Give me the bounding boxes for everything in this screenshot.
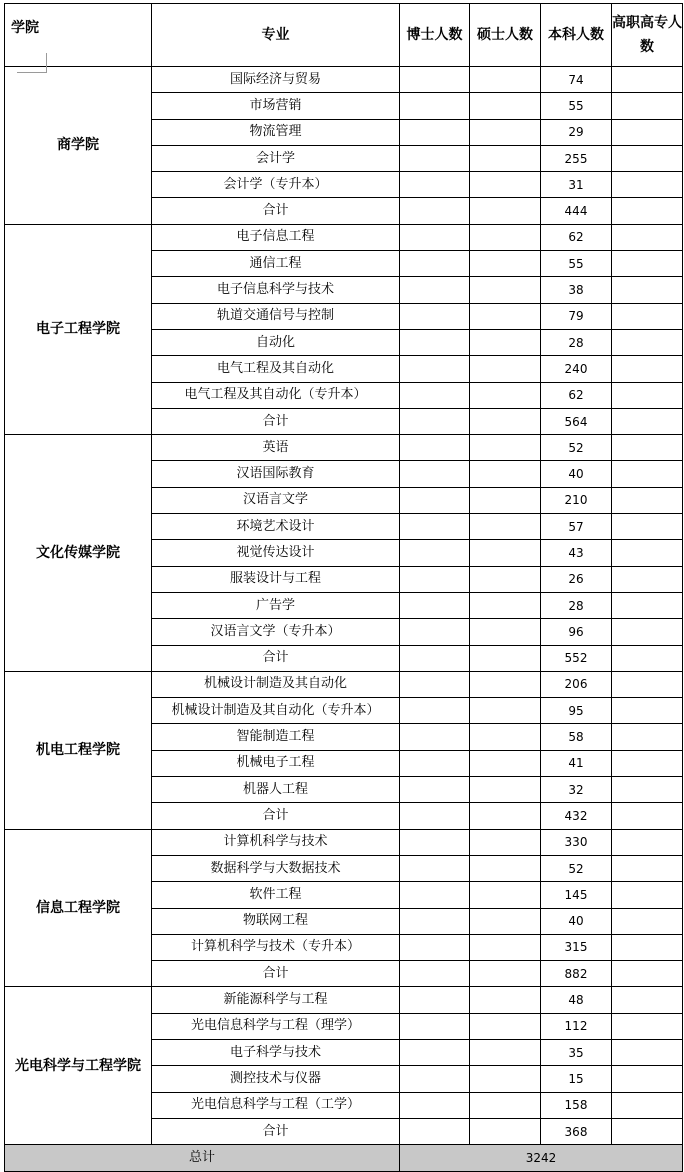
vocational-cell	[612, 277, 683, 303]
grand-total-value: 3242	[400, 1145, 683, 1172]
vocational-cell	[612, 1118, 683, 1144]
phd-cell	[400, 435, 470, 461]
phd-cell	[400, 224, 470, 250]
vocational-cell	[612, 566, 683, 592]
phd-cell	[400, 67, 470, 93]
major-cell: 智能制造工程	[152, 724, 400, 750]
vocational-cell	[612, 698, 683, 724]
bachelor-cell: 62	[541, 382, 612, 408]
master-cell	[470, 1118, 541, 1144]
major-cell: 视觉传达设计	[152, 540, 400, 566]
major-cell: 机械设计制造及其自动化（专升本）	[152, 698, 400, 724]
vocational-cell	[612, 198, 683, 224]
phd-cell	[400, 619, 470, 645]
phd-cell	[400, 461, 470, 487]
vocational-cell	[612, 172, 683, 198]
bachelor-cell: 432	[541, 803, 612, 829]
master-cell	[470, 67, 541, 93]
phd-cell	[400, 1013, 470, 1039]
phd-cell	[400, 855, 470, 881]
bachelor-cell: 96	[541, 619, 612, 645]
vocational-cell	[612, 93, 683, 119]
vocational-cell	[612, 829, 683, 855]
vocational-cell	[612, 882, 683, 908]
bachelor-cell: 40	[541, 461, 612, 487]
bachelor-cell: 15	[541, 1066, 612, 1092]
phd-cell	[400, 882, 470, 908]
master-cell	[470, 435, 541, 461]
phd-cell	[400, 277, 470, 303]
major-cell: 合计	[152, 645, 400, 671]
grand-total-row	[5, 1145, 683, 1172]
vocational-cell	[612, 987, 683, 1013]
major-cell: 电气工程及其自动化	[152, 356, 400, 382]
master-cell	[470, 145, 541, 171]
bachelor-cell: 57	[541, 514, 612, 540]
major-cell: 轨道交通信号与控制	[152, 303, 400, 329]
bachelor-cell: 26	[541, 566, 612, 592]
phd-cell	[400, 592, 470, 618]
major-cell: 机器人工程	[152, 777, 400, 803]
master-cell	[470, 698, 541, 724]
vocational-cell	[612, 803, 683, 829]
table-row	[5, 67, 683, 93]
major-cell: 计算机科学与技术	[152, 829, 400, 855]
major-cell: 会计学（专升本）	[152, 172, 400, 198]
bachelor-cell: 112	[541, 1013, 612, 1039]
major-cell: 电子科学与技术	[152, 1039, 400, 1065]
master-cell	[470, 908, 541, 934]
vocational-cell	[612, 1039, 683, 1065]
major-cell: 市场营销	[152, 93, 400, 119]
bachelor-cell: 210	[541, 487, 612, 513]
major-cell: 计算机科学与技术（专升本）	[152, 934, 400, 960]
vocational-cell	[612, 119, 683, 145]
major-cell: 数据科学与大数据技术	[152, 855, 400, 881]
bachelor-cell: 240	[541, 356, 612, 382]
bachelor-cell: 38	[541, 277, 612, 303]
master-cell	[470, 408, 541, 434]
master-cell	[470, 487, 541, 513]
header-major: 专业	[152, 4, 400, 67]
college-name: 信息工程学院	[5, 829, 152, 987]
master-cell	[470, 356, 541, 382]
master-cell	[470, 119, 541, 145]
college-name: 光电科学与工程学院	[5, 987, 152, 1145]
vocational-cell	[612, 961, 683, 987]
major-cell: 合计	[152, 198, 400, 224]
master-cell	[470, 303, 541, 329]
bachelor-cell: 28	[541, 592, 612, 618]
master-cell	[470, 645, 541, 671]
major-cell: 环境艺术设计	[152, 514, 400, 540]
vocational-cell	[612, 908, 683, 934]
major-cell: 汉语国际教育	[152, 461, 400, 487]
master-cell	[470, 198, 541, 224]
phd-cell	[400, 777, 470, 803]
bachelor-cell: 206	[541, 671, 612, 697]
major-cell: 国际经济与贸易	[152, 67, 400, 93]
major-cell: 电子信息工程	[152, 224, 400, 250]
phd-cell	[400, 145, 470, 171]
grand-total-label: 总计	[5, 1145, 400, 1172]
bachelor-cell: 58	[541, 724, 612, 750]
header-vocational: 高职高专人数	[612, 4, 683, 67]
vocational-cell	[612, 855, 683, 881]
vocational-cell	[612, 329, 683, 355]
phd-cell	[400, 750, 470, 776]
master-cell	[470, 1013, 541, 1039]
master-cell	[470, 829, 541, 855]
bachelor-cell: 35	[541, 1039, 612, 1065]
vocational-cell	[612, 435, 683, 461]
bachelor-cell: 40	[541, 908, 612, 934]
bachelor-cell: 74	[541, 67, 612, 93]
header-college: 学院	[5, 4, 152, 67]
major-cell: 合计	[152, 803, 400, 829]
major-cell: 测控技术与仪器	[152, 1066, 400, 1092]
phd-cell	[400, 1066, 470, 1092]
major-cell: 物联网工程	[152, 908, 400, 934]
phd-cell	[400, 908, 470, 934]
master-cell	[470, 251, 541, 277]
bachelor-cell: 158	[541, 1092, 612, 1118]
phd-cell	[400, 356, 470, 382]
master-cell	[470, 855, 541, 881]
major-cell: 英语	[152, 435, 400, 461]
master-cell	[470, 619, 541, 645]
master-cell	[470, 592, 541, 618]
phd-cell	[400, 408, 470, 434]
major-cell: 机械设计制造及其自动化	[152, 671, 400, 697]
college-name: 文化传媒学院	[5, 435, 152, 672]
major-cell: 合计	[152, 961, 400, 987]
master-cell	[470, 93, 541, 119]
master-cell	[470, 1066, 541, 1092]
major-cell: 会计学	[152, 145, 400, 171]
corner-mark	[17, 53, 47, 73]
phd-cell	[400, 645, 470, 671]
bachelor-cell: 43	[541, 540, 612, 566]
phd-cell	[400, 987, 470, 1013]
master-cell	[470, 724, 541, 750]
vocational-cell	[612, 251, 683, 277]
phd-cell	[400, 671, 470, 697]
phd-cell	[400, 698, 470, 724]
vocational-cell	[612, 145, 683, 171]
master-cell	[470, 934, 541, 960]
phd-cell	[400, 198, 470, 224]
vocational-cell	[612, 750, 683, 776]
major-cell: 电气工程及其自动化（专升本）	[152, 382, 400, 408]
enrollment-table	[4, 3, 683, 1172]
table-row	[5, 829, 683, 855]
bachelor-cell: 32	[541, 777, 612, 803]
bachelor-cell: 552	[541, 645, 612, 671]
major-cell: 光电信息科学与工程（工学）	[152, 1092, 400, 1118]
vocational-cell	[612, 382, 683, 408]
bachelor-cell: 368	[541, 1118, 612, 1144]
bachelor-cell: 62	[541, 224, 612, 250]
header-bachelor: 本科人数	[541, 4, 612, 67]
master-cell	[470, 1039, 541, 1065]
phd-cell	[400, 1118, 470, 1144]
vocational-cell	[612, 724, 683, 750]
bachelor-cell: 55	[541, 93, 612, 119]
vocational-cell	[612, 356, 683, 382]
vocational-cell	[612, 1013, 683, 1039]
vocational-cell	[612, 1066, 683, 1092]
bachelor-cell: 31	[541, 172, 612, 198]
college-name: 电子工程学院	[5, 224, 152, 434]
vocational-cell	[612, 645, 683, 671]
table-row	[5, 987, 683, 1013]
phd-cell	[400, 1092, 470, 1118]
vocational-cell	[612, 408, 683, 434]
phd-cell	[400, 566, 470, 592]
vocational-cell	[612, 540, 683, 566]
bachelor-cell: 48	[541, 987, 612, 1013]
master-cell	[470, 514, 541, 540]
table-row	[5, 435, 683, 461]
phd-cell	[400, 514, 470, 540]
major-cell: 合计	[152, 408, 400, 434]
bachelor-cell: 52	[541, 855, 612, 881]
bachelor-cell: 315	[541, 934, 612, 960]
master-cell	[470, 803, 541, 829]
master-cell	[470, 1092, 541, 1118]
vocational-cell	[612, 777, 683, 803]
major-cell: 服装设计与工程	[152, 566, 400, 592]
master-cell	[470, 540, 541, 566]
master-cell	[470, 172, 541, 198]
phd-cell	[400, 119, 470, 145]
phd-cell	[400, 961, 470, 987]
vocational-cell	[612, 303, 683, 329]
major-cell: 新能源科学与工程	[152, 987, 400, 1013]
bachelor-cell: 444	[541, 198, 612, 224]
master-cell	[470, 671, 541, 697]
vocational-cell	[612, 67, 683, 93]
major-cell: 通信工程	[152, 251, 400, 277]
major-cell: 机械电子工程	[152, 750, 400, 776]
major-cell: 汉语言文学	[152, 487, 400, 513]
phd-cell	[400, 382, 470, 408]
vocational-cell	[612, 934, 683, 960]
master-cell	[470, 987, 541, 1013]
vocational-cell	[612, 514, 683, 540]
bachelor-cell: 28	[541, 329, 612, 355]
bachelor-cell: 79	[541, 303, 612, 329]
vocational-cell	[612, 487, 683, 513]
phd-cell	[400, 934, 470, 960]
bachelor-cell: 52	[541, 435, 612, 461]
phd-cell	[400, 540, 470, 566]
vocational-cell	[612, 461, 683, 487]
major-cell: 光电信息科学与工程（理学）	[152, 1013, 400, 1039]
bachelor-cell: 95	[541, 698, 612, 724]
master-cell	[470, 329, 541, 355]
table-row	[5, 671, 683, 697]
major-cell: 合计	[152, 1118, 400, 1144]
major-cell: 自动化	[152, 329, 400, 355]
vocational-cell	[612, 619, 683, 645]
major-cell: 物流管理	[152, 119, 400, 145]
header-phd: 博士人数	[400, 4, 470, 67]
bachelor-cell: 330	[541, 829, 612, 855]
phd-cell	[400, 251, 470, 277]
major-cell: 电子信息科学与技术	[152, 277, 400, 303]
vocational-cell	[612, 592, 683, 618]
phd-cell	[400, 93, 470, 119]
table-row	[5, 224, 683, 250]
bachelor-cell: 145	[541, 882, 612, 908]
vocational-cell	[612, 671, 683, 697]
phd-cell	[400, 829, 470, 855]
college-name: 机电工程学院	[5, 671, 152, 829]
master-cell	[470, 566, 541, 592]
master-cell	[470, 882, 541, 908]
major-cell: 软件工程	[152, 882, 400, 908]
master-cell	[470, 224, 541, 250]
phd-cell	[400, 1039, 470, 1065]
phd-cell	[400, 303, 470, 329]
phd-cell	[400, 487, 470, 513]
phd-cell	[400, 724, 470, 750]
major-cell: 汉语言文学（专升本）	[152, 619, 400, 645]
header-row	[5, 4, 683, 67]
major-cell: 广告学	[152, 592, 400, 618]
college-name: 商学院	[5, 67, 152, 225]
phd-cell	[400, 329, 470, 355]
master-cell	[470, 750, 541, 776]
bachelor-cell: 41	[541, 750, 612, 776]
bachelor-cell: 882	[541, 961, 612, 987]
bachelor-cell: 255	[541, 145, 612, 171]
bachelor-cell: 29	[541, 119, 612, 145]
phd-cell	[400, 172, 470, 198]
phd-cell	[400, 803, 470, 829]
master-cell	[470, 961, 541, 987]
master-cell	[470, 777, 541, 803]
bachelor-cell: 55	[541, 251, 612, 277]
bachelor-cell: 564	[541, 408, 612, 434]
header-master: 硕士人数	[470, 4, 541, 67]
vocational-cell	[612, 224, 683, 250]
master-cell	[470, 277, 541, 303]
master-cell	[470, 382, 541, 408]
master-cell	[470, 461, 541, 487]
vocational-cell	[612, 1092, 683, 1118]
